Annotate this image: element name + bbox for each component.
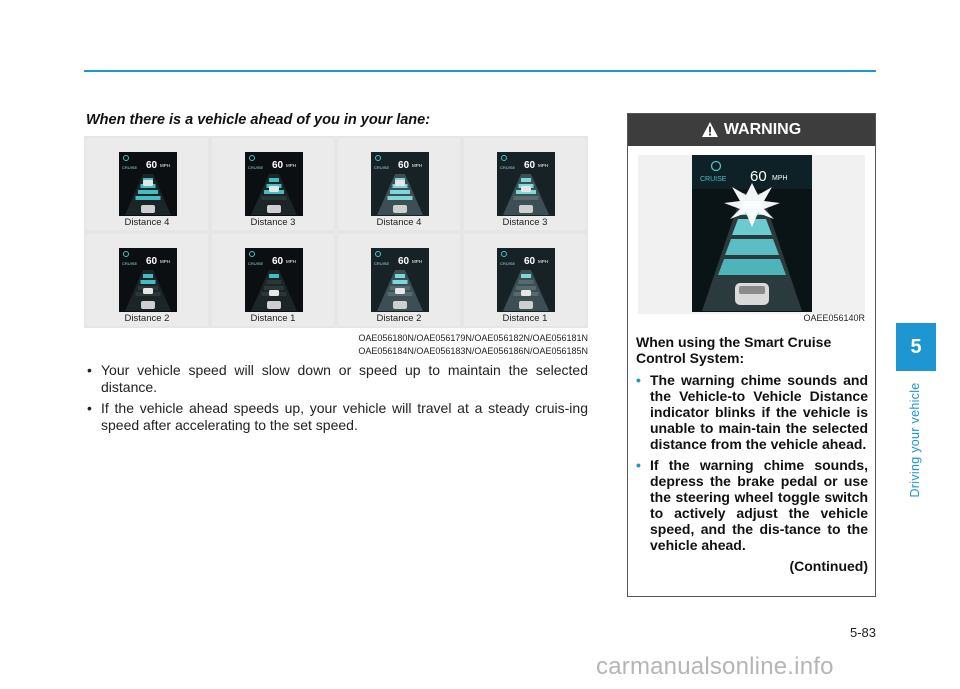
cruise-text: CRUISE — [122, 261, 138, 266]
vehicle-ahead — [395, 180, 405, 186]
warning-title: WARNING — [723, 121, 802, 138]
distance-bar — [264, 286, 284, 290]
vehicle-ahead — [269, 290, 279, 296]
cluster-screen — [371, 248, 429, 312]
bullet-item — [86, 362, 588, 396]
cluster-screen — [371, 152, 429, 216]
own-vehicle — [519, 205, 533, 213]
cruise-text: CRUISE — [500, 261, 516, 266]
distance-bar — [395, 274, 405, 278]
vehicle-ahead — [143, 288, 153, 294]
speed-unit-text: MPH — [412, 259, 422, 264]
cruise-text: CRUISE — [248, 165, 264, 170]
display-cell — [212, 234, 334, 326]
warning-intro: When using the Smart Cruise Control System: — [636, 334, 832, 366]
top-rule — [84, 70, 876, 72]
display-cell — [338, 234, 460, 326]
cluster-screen — [245, 152, 303, 216]
cluster-screen — [119, 248, 177, 312]
own-vehicle — [393, 205, 407, 213]
display-cell — [464, 234, 586, 326]
watermark: carmanualsonline.info — [596, 653, 834, 680]
display-cell — [338, 138, 460, 230]
speed-unit-text: MPH — [160, 163, 170, 168]
bullet-list — [86, 362, 588, 438]
distance-label: Distance 3 — [502, 217, 548, 228]
speed-unit-text: MPH — [160, 259, 170, 264]
distance-label: Distance 1 — [250, 313, 296, 324]
display-cell — [464, 138, 586, 230]
cruise-text: CRUISE — [122, 165, 138, 170]
distance-bar — [521, 274, 531, 278]
speed-text: 60 — [524, 256, 536, 267]
speed-text: 60 — [524, 160, 536, 171]
warning-item — [636, 372, 868, 452]
warning-figure-code: OAEE056140R — [803, 313, 865, 323]
speed-text: 60 — [272, 160, 284, 171]
warning-box — [627, 113, 876, 597]
distance-label: Distance 2 — [376, 313, 422, 324]
figure-cruise-text: CRUISE — [700, 176, 727, 183]
own-vehicle — [141, 205, 155, 213]
cruise-text: CRUISE — [500, 165, 516, 170]
warning-display-figure — [638, 155, 865, 314]
figure-code-line-2: OAE056184N/OAE056183N/OAE056186N/OAE056185N — [358, 346, 588, 356]
cluster-display-illustration — [638, 155, 865, 314]
speed-unit-text: MPH — [286, 259, 296, 264]
bullet-dot: • — [636, 457, 641, 473]
distance-bar — [269, 178, 279, 182]
warning-body — [636, 334, 868, 574]
vehicle-ahead — [521, 186, 531, 192]
display-cell — [212, 138, 334, 230]
section-heading: When there is a vehicle ahead of you in your lane: — [86, 112, 431, 128]
own-vehicle — [519, 301, 533, 309]
speed-text: 60 — [146, 256, 158, 267]
warning-list — [636, 372, 868, 553]
distance-bar — [519, 280, 534, 284]
distance-bar — [521, 178, 531, 182]
figure-unit-text: MPH — [772, 175, 788, 182]
cruise-text: CRUISE — [374, 261, 390, 266]
distance-bar — [269, 274, 279, 278]
speed-unit-text: MPH — [538, 163, 548, 168]
figure-code-line-1: OAE056180N/OAE056179N/OAE056182N/OAE056181N — [358, 333, 588, 343]
vehicle-ahead — [143, 180, 153, 186]
display-figure-panel — [84, 136, 588, 328]
chapter-title-text: Driving your vehicle — [908, 382, 922, 498]
distance-bar — [141, 280, 156, 284]
display-cell — [86, 138, 208, 230]
warning-item-text: If the warning chime sounds, depress the brake pedal or use the steering wheel toggle switch to actively adjust the vehicle speed, and the dis-tance to the vehicle ahead. — [650, 457, 868, 553]
speed-unit-text: MPH — [412, 163, 422, 168]
distance-bar — [514, 196, 539, 200]
warning-item — [636, 457, 868, 553]
own-vehicle — [141, 301, 155, 309]
distance-label: Distance 3 — [250, 217, 296, 228]
distance-bar — [143, 274, 153, 278]
warning-header — [628, 114, 875, 146]
distance-bar — [138, 190, 158, 194]
distance-label: Distance 4 — [376, 217, 422, 228]
own-vehicle — [267, 301, 281, 309]
distance-bar — [262, 196, 287, 200]
distance-bar — [267, 280, 282, 284]
distance-bar — [388, 196, 413, 200]
warning-triangle-icon — [702, 122, 718, 137]
bullet-item — [86, 400, 588, 434]
cluster-screen — [119, 152, 177, 216]
cruise-text: CRUISE — [248, 261, 264, 266]
warning-item-text: The warning chime sounds and the Vehicle-to Vehicle Distance indicator blinks if the vehicle is unable to main-tain the selected distance from the vehicle ahead. — [650, 372, 868, 452]
bullet-dot: • — [87, 400, 92, 416]
chapter-title — [905, 382, 925, 498]
cruise-text: CRUISE — [374, 165, 390, 170]
speed-text: 60 — [272, 256, 284, 267]
bullet-text: Your vehicle speed will slow down or speed up to maintain the selected distance. — [101, 362, 588, 395]
cluster-screen — [497, 248, 555, 312]
own-vehicle — [267, 205, 281, 213]
speed-text: 60 — [146, 160, 158, 171]
speed-text: 60 — [398, 160, 410, 171]
speed-text: 60 — [398, 256, 410, 267]
distance-bar — [136, 196, 161, 200]
distance-bar — [393, 280, 408, 284]
distance-label: Distance 1 — [502, 313, 548, 324]
continued-label: (Continued) — [789, 558, 868, 574]
distance-label: Distance 2 — [124, 313, 170, 324]
bullet-text: If the vehicle ahead speeds up, your vehicle will travel at a steady cruis-ing speed after accelerating to the set speed. — [101, 400, 588, 433]
cluster-screen — [497, 152, 555, 216]
distance-label: Distance 4 — [124, 217, 170, 228]
chapter-number-tab: 5 — [896, 323, 936, 371]
distance-bar — [390, 190, 410, 194]
vehicle-ahead — [269, 186, 279, 192]
distance-bar — [516, 286, 536, 290]
vehicle-ahead — [395, 288, 405, 294]
figure-speed-text: 60 — [750, 168, 767, 185]
speed-unit-text: MPH — [286, 163, 296, 168]
own-vehicle — [393, 301, 407, 309]
vehicle-ahead — [521, 290, 531, 296]
cluster-screen — [245, 248, 303, 312]
display-cell — [86, 234, 208, 326]
speed-unit-text: MPH — [538, 259, 548, 264]
page-number: 5-83 — [849, 625, 876, 640]
bullet-dot: • — [636, 372, 641, 388]
bullet-dot: • — [87, 362, 92, 378]
